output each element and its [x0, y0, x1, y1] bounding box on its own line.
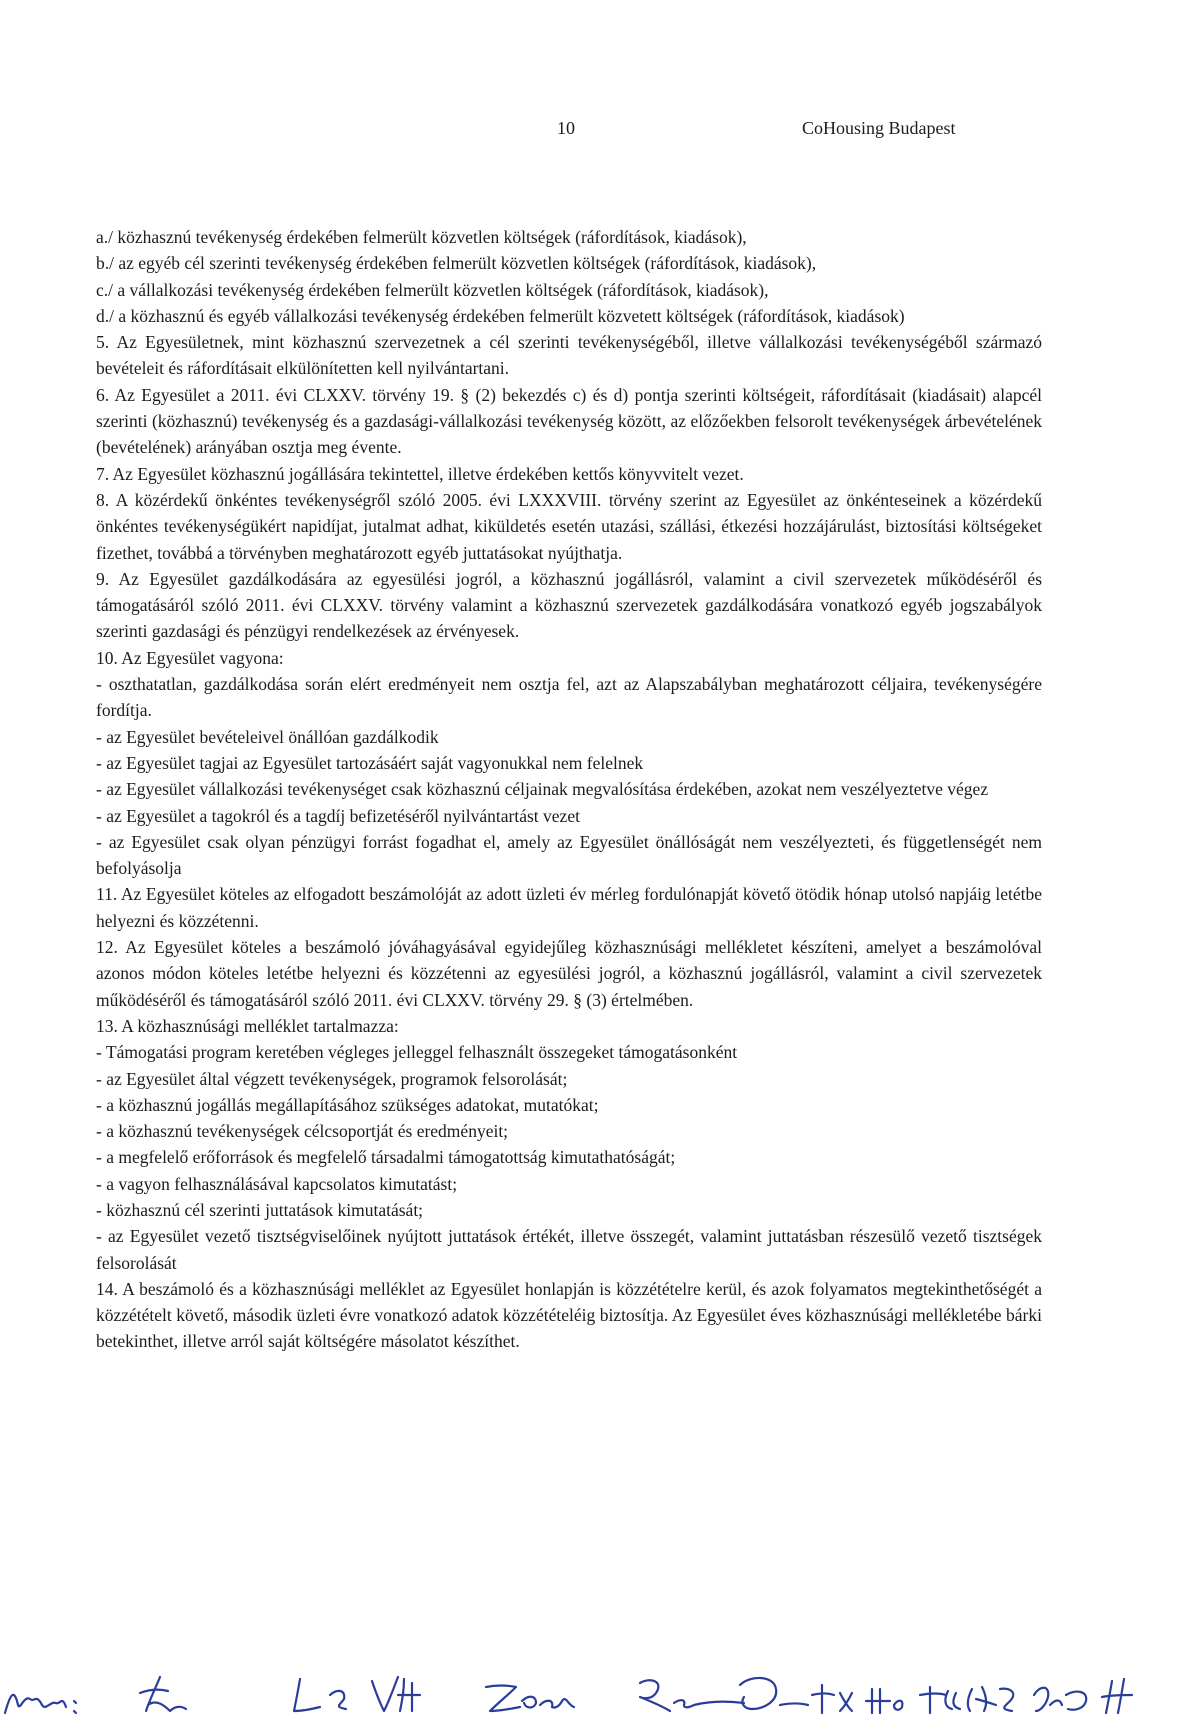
paragraph: 14. A beszámoló és a közhasznúsági melléklet az Egyesület honlapján is közzétételre kerül, és azok folyamatos megtekinthetőségét a közzétételt követő, második üzleti évre vonatkozó adatok közzétételéig biztosítja. Az Egyesület éves közhasznúsági mellékletébe bárki betekinthet, illetve arról saját költségére másolatot készíthet.: [96, 1278, 1042, 1352]
signature-10: [920, 1687, 960, 1713]
paragraph: - az Egyesület csak olyan pénzügyi forrást fogadhat el, amely az Egyesület önállóságát nem veszélyezteti, és függetlenségét nem befolyásolja: [96, 831, 1042, 879]
paragraph: 6. Az Egyesület a 2011. évi CLXXV. törvény 19. § (2) bekezdés c) és d) pontja szerinti költségeit, ráfordításait (kiadásait) alapcél szerinti (közhasznú) tevékenység és a gazdasági-vállalkozási tevékenység között, az előzőekben felsorolt tevékenységek árbevételének (bevételének) arányában osztja meg évente.: [96, 384, 1042, 458]
paragraph: 8. A közérdekű önkéntes tevékenységről szóló 2005. évi LXXXVIII. törvény szerint az Egyesület az önkénteseinek a közérdekű önkéntes tevékenységükért napidíjat, jutalmat adhat, kiküldetés esetén utazási, szállási, étkezési hozzájárulást, biztosítási költségeket fizethet, továbbá a törvényben meghatározott egyéb juttatásokat nyújthatja.: [96, 489, 1042, 563]
paragraph: - az Egyesület vállalkozási tevékenységet csak közhasznú céljainak megvalósítása érdekében, azokat nem veszélyeztetve végez: [96, 779, 989, 800]
paragraph: a./ közhasznú tevékenység érdekében felmerült közvetlen költségek (ráfordítások, kiadások),: [96, 227, 747, 247]
document-body: [96, 224, 1042, 1355]
signature-13: [1102, 1679, 1132, 1713]
paragraph: - az Egyesület vezető tisztségviselőinek nyújtott juttatások értékét, illetve összegét, valamint juttatásban részesülő vezető tisztségek felsorolását: [96, 1226, 1042, 1273]
paragraph: 11. Az Egyesület köteles az elfogadott beszámolóját az adott üzleti év mérleg fordulónapját követő ötödik hónap utolsó napjáig letétbe helyezni és közzétenni.: [96, 884, 1042, 931]
signature-8: [812, 1685, 852, 1713]
paragraph: - az Egyesület bevételeivel önállóan gazdálkodik: [96, 726, 439, 747]
paragraph: - a közhasznú tevékenységek célcsoportját és eredményeit;: [96, 1121, 509, 1142]
signature-4: [372, 1677, 420, 1711]
handwritten-signatures: [0, 1665, 1204, 1717]
signature-6: [640, 1680, 744, 1711]
paragraph: - a megfelelő erőforrások és megfelelő társadalmi támogatottság kimutathatóságát;: [96, 1147, 676, 1168]
paragraph: - az Egyesület tagjai az Egyesület tartozásáért saját vagyonukkal nem felelnek: [96, 752, 644, 773]
signature-2: [140, 1677, 186, 1711]
paragraph: - oszthatatlan, gazdálkodása során elért eredményeit nem osztja fel, azt az Alapszabályban meghatározott céljaira, tevékenységére fordítja.: [96, 674, 1042, 721]
paragraph: b./ az egyéb cél szerinti tevékenység érdekében felmerült közvetlen költségek (ráfordítások, kiadások),: [96, 253, 817, 274]
paragraph: - az Egyesület által végzett tevékenységek, programok felsorolását;: [96, 1068, 568, 1089]
paragraph: - a vagyon felhasználásával kapcsolatos kimutatást;: [96, 1173, 458, 1194]
paragraph: 9. Az Egyesület gazdálkodására az egyesülési jogról, a közhasznú jogállásról, valamint a civil szervezetek működéséről és támogatásáról szóló 2011. évi CLXXV. törvény valamint a közhasznú szervezetek gazdálkodására vonatkozó egyéb jogszabályok szerinti gazdasági és pénzügyi rendelkezések az érvényesek.: [96, 568, 1042, 642]
paragraph: 5. Az Egyesületnek, mint közhasznú szervezetnek a cél szerinti tevékenységéből, illetve vállalkozási tevékenységéből származó bevételeit és ráfordításait elkülönítetten kell nyilvántartani.: [96, 332, 1042, 379]
signature-5: [486, 1686, 574, 1712]
paragraph: c./ a vállalkozási tevékenység érdekében felmerült közvetlen költségek (ráfordítások, kiadások),: [96, 279, 769, 300]
signature-3: [294, 1679, 346, 1711]
paragraph: - Támogatási program keretében végleges jelleggel felhasznált összegeket támogatásonként: [96, 1042, 738, 1063]
paragraph: - az Egyesület a tagokról és a tagdíj befizetéséről nyilvántartást vezet: [96, 805, 580, 826]
paragraph: 12. Az Egyesület köteles a beszámoló jóváhagyásával egyidejűleg közhasznúsági mellékletet készíteni, amelyet a beszámolóval azonos módon köteles letétbe helyezni és közzétenni az egyesülési jogról, a közhasznú jogállásról, valamint a civil szervezetek működéséről és támogatásáról szóló 2011. évi CLXXV. törvény 29. § (3) értelmében.: [96, 937, 1042, 1010]
page-number: 10: [557, 118, 575, 138]
signature-12: [1034, 1688, 1086, 1711]
signature-11: [968, 1687, 1013, 1711]
signature-7: [740, 1678, 808, 1709]
paragraph: - közhasznú cél szerinti juttatások kimutatását;: [96, 1199, 424, 1220]
paragraph: 7. Az Egyesület közhasznú jogállására tekintettel, illetve érdekében kettős könyvvitelt vezet.: [96, 463, 744, 484]
paragraph: - a közhasznú jogállás megállapításához szükséges adatokat, mutatókat;: [96, 1094, 599, 1115]
paragraph: 13. A közhasznúsági melléklet tartalmazza:: [96, 1015, 399, 1036]
paragraph: d./ a közhasznú és egyéb vállalkozási tevékenység érdekében felmerült közvetett költségek (ráfordítások, kiadások): [96, 305, 905, 326]
paragraph: 10. Az Egyesület vagyona:: [96, 647, 284, 668]
running-title: CoHousing Budapest: [802, 118, 956, 138]
signature-9: [866, 1689, 902, 1713]
signature-1: [5, 1695, 76, 1713]
